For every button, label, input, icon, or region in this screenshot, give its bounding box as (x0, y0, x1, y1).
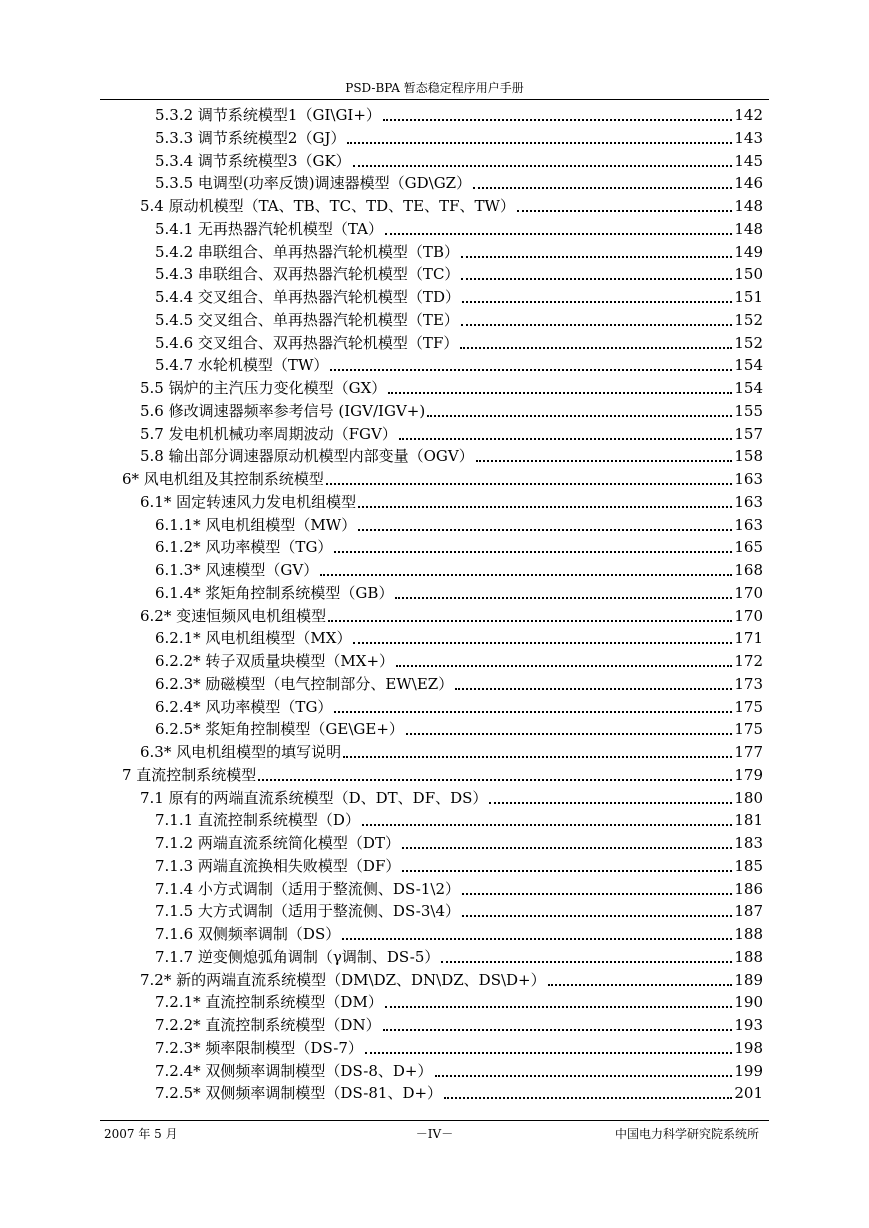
toc-entry-label: 5.7 发电机机械功率周期波动（FGV） (140, 424, 397, 443)
toc-entry[interactable] (122, 468, 763, 490)
toc-entry-page: 146 (734, 174, 763, 193)
toc-entry-page: 148 (734, 219, 763, 238)
toc-leader-dots (343, 756, 732, 758)
toc-entry-label: 5.4 原动机模型（TA、TB、TC、TD、TE、TF、TW） (140, 197, 515, 215)
toc-entry-page: 163 (734, 492, 763, 511)
toc-entry-page: 175 (734, 720, 763, 739)
toc-entry-page: 190 (734, 993, 763, 1012)
toc-entry[interactable] (155, 150, 763, 172)
toc-entry[interactable] (155, 536, 763, 558)
toc-leader-dots (476, 460, 733, 462)
toc-entry-page: 168 (734, 561, 763, 579)
toc-entry-page: 183 (734, 834, 763, 852)
toc-entry-label: 7.2.4* 双侧频率调制模型（DS-8、D+） (155, 1061, 433, 1080)
toc-entry-label: 5.4.5 交叉组合、单再热器汽轮机模型（TE） (155, 310, 459, 329)
toc-entry-label: 6.2.5* 浆矩角控制模型（GE\GE+） (155, 720, 404, 739)
toc-entry[interactable] (140, 377, 763, 399)
toc-leader-dots (402, 870, 732, 872)
toc-leader-dots (461, 324, 732, 326)
toc-entry-page: 181 (734, 811, 763, 830)
toc-entry-page: 151 (734, 288, 763, 306)
toc-entry[interactable] (155, 263, 763, 285)
toc-entry[interactable] (140, 423, 763, 445)
toc-entry-page: 189 (734, 970, 763, 989)
toc-entry-label: 5.4.1 无再热器汽轮机模型（TA） (155, 219, 383, 238)
toc-leader-dots (435, 1075, 733, 1077)
toc-entry[interactable] (155, 1037, 763, 1059)
toc-entry-page: 188 (734, 947, 763, 966)
toc-entry[interactable] (155, 923, 763, 945)
toc-entry[interactable] (155, 718, 763, 740)
toc-entry-page: 186 (734, 879, 763, 898)
toc-entry[interactable] (155, 900, 763, 922)
toc-entry[interactable] (155, 627, 763, 649)
toc-entry-label: 7.2.1* 直流控制系统模型（DM） (155, 993, 383, 1012)
toc-entry[interactable] (140, 445, 763, 467)
toc-leader-dots (388, 392, 732, 394)
toc-leader-dots (402, 847, 732, 849)
toc-entry-page: 154 (734, 356, 763, 375)
toc-entry-label: 7.2.3* 频率限制模型（DS-7） (155, 1038, 363, 1057)
toc-entry-page: 173 (734, 674, 763, 693)
toc-entry-page: 177 (734, 743, 763, 761)
toc-entry-label: 5.4.4 交叉组合、单再热器汽轮机模型（TD） (155, 288, 460, 306)
toc-entry[interactable] (155, 991, 763, 1013)
toc-leader-dots (358, 506, 732, 508)
toc-entry-page: 148 (734, 197, 763, 215)
toc-entry-page: 187 (734, 902, 763, 921)
toc-leader-dots (353, 165, 733, 167)
toc-entry-page: 172 (734, 652, 763, 670)
toc-entry-label: 6.3* 风电机组模型的填写说明 (140, 743, 342, 761)
toc-entry-page: 163 (734, 515, 763, 534)
toc-entry-page: 170 (734, 606, 763, 625)
header-divider (100, 99, 769, 100)
toc-entry-label: 7.1.1 直流控制系统模型（D） (155, 811, 360, 830)
toc-entry-label: 5.4.7 水轮机模型（TW） (155, 356, 329, 375)
toc-entry[interactable] (155, 1082, 763, 1104)
toc-entry-page: 180 (734, 788, 763, 807)
toc-entry[interactable] (155, 332, 763, 354)
toc-leader-dots (461, 278, 732, 280)
toc-leader-dots (383, 119, 732, 121)
toc-entry-label: 7.1.5 大方式调制（适用于整流侧、DS-3\4） (155, 902, 460, 921)
toc-leader-dots (444, 1097, 732, 1099)
toc-leader-dots (385, 1006, 733, 1008)
toc-entry-label: 6.1* 固定转速风力发电机组模型 (140, 492, 357, 511)
toc-entry-label: 6.2.2* 转子双质量块模型（MX+） (155, 652, 395, 670)
toc-entry[interactable] (155, 582, 763, 604)
toc-entry-page: 150 (734, 265, 763, 284)
toc-entry[interactable] (155, 354, 763, 376)
toc-entry-page: 158 (734, 447, 763, 466)
toc-entry[interactable] (155, 104, 763, 126)
toc-entry[interactable] (155, 878, 763, 900)
toc-entry-label: 6.1.2* 风功率模型（TG） (155, 538, 333, 557)
toc-entry-label: 6.2* 变速恒频风电机组模型 (140, 606, 327, 625)
toc-entry[interactable] (155, 855, 763, 877)
toc-entry-label: 6.1.1* 风电机组模型（MW） (155, 515, 357, 534)
toc-entry-page: 165 (734, 538, 763, 557)
toc-entry[interactable] (155, 218, 763, 240)
toc-entry[interactable] (140, 491, 763, 513)
toc-entry-page: 198 (734, 1038, 763, 1057)
toc-entry[interactable] (155, 946, 763, 968)
toc-entry[interactable] (140, 605, 763, 627)
toc-leader-dots (347, 142, 732, 144)
toc-entry-page: 143 (734, 128, 763, 147)
toc-entry-page: 199 (734, 1061, 763, 1080)
toc-entry-label: 7.1.6 双侧频率调制（DS） (155, 925, 341, 943)
toc-leader-dots (396, 665, 732, 667)
toc-entry-label: 7 直流控制系统模型 (122, 765, 257, 784)
toc-entry-label: 6.2.1* 风电机组模型（MX） (155, 629, 352, 648)
toc-entry[interactable] (140, 787, 763, 809)
toc-entry[interactable] (122, 764, 763, 786)
toc-entry[interactable] (155, 286, 763, 308)
toc-leader-dots (399, 438, 733, 440)
toc-entry-label: 7.2.2* 直流控制系统模型（DN） (155, 1016, 381, 1034)
toc-entry-label: 5.4.3 串联组合、双再热器汽轮机模型（TC） (155, 265, 460, 284)
toc-entry[interactable] (155, 832, 763, 854)
toc-leader-dots (334, 551, 732, 553)
toc-entry[interactable] (155, 241, 763, 263)
toc-leader-dots (473, 187, 732, 189)
toc-entry-page: 188 (734, 925, 763, 943)
toc-leader-dots (320, 574, 732, 576)
toc-entry[interactable] (155, 1014, 763, 1036)
toc-entry-page: 170 (734, 583, 763, 602)
footer-date: 2007 年 5 月 (104, 1127, 178, 1141)
toc-leader-dots (362, 824, 732, 826)
toc-entry-label: 6.2.3* 励磁模型（电气控制部分、EW\EZ） (155, 674, 454, 693)
toc-entry-label: 7.2.5* 双侧频率调制模型（DS-81、D+） (155, 1084, 443, 1103)
toc-entry[interactable] (140, 195, 763, 217)
toc-entry[interactable] (155, 514, 763, 536)
toc-entry-label: 5.3.4 调节系统模型3（GK） (155, 151, 351, 170)
toc-entry-label: 5.3.3 调节系统模型2（GJ） (155, 128, 346, 147)
toc-entry-page: 152 (734, 333, 763, 352)
toc-entry-label: 6.2.4* 风功率模型（TG） (155, 697, 333, 716)
toc-leader-dots (365, 1052, 732, 1054)
toc-entry-page: 193 (734, 1016, 763, 1034)
toc-leader-dots (489, 802, 732, 804)
toc-entry-label: 6.1.4* 浆矩角控制系统模型（GB） (155, 583, 394, 602)
toc-entry[interactable] (155, 696, 763, 718)
toc-entry-page: 152 (734, 310, 763, 329)
toc-entry-label: 7.1.7 逆变侧熄弧角调制（γ调制、DS-5） (155, 947, 440, 966)
toc-entry-label: 6.1.3* 风速模型（GV） (155, 561, 319, 579)
toc-leader-dots (517, 210, 732, 212)
toc-entry[interactable] (140, 741, 763, 763)
footer-page-number: －IV－ (415, 1127, 454, 1141)
toc-entry-label: 5.8 输出部分调速器原动机模型内部变量（OGV） (140, 447, 474, 466)
toc-entry-label: 5.3.5 电调型(功率反馈)调速器模型（GD\GZ） (155, 174, 472, 193)
toc-leader-dots (385, 233, 732, 235)
toc-entry[interactable] (155, 559, 763, 581)
toc-leader-dots (462, 893, 732, 895)
toc-entry-label: 7.1 原有的两端直流系统模型（D、DT、DF、DS） (140, 788, 488, 807)
toc-entry[interactable] (155, 1060, 763, 1082)
toc-entry-label: 6* 风电机组及其控制系统模型 (122, 470, 324, 488)
toc-leader-dots (441, 961, 732, 963)
toc-leader-dots (548, 984, 733, 986)
toc-entry-page: 155 (734, 401, 763, 420)
toc-entry[interactable] (155, 172, 763, 194)
toc-leader-dots (406, 733, 732, 735)
toc-entry-label: 5.4.6 交叉组合、双再热器汽轮机模型（TF） (155, 333, 459, 352)
toc-entry-page: 154 (734, 379, 763, 397)
toc-entry-page: 157 (734, 424, 763, 443)
running-header: PSD-BPA 暂态稳定程序用户手册 (345, 81, 524, 95)
toc-leader-dots (455, 688, 732, 690)
toc-entry-page: 142 (734, 106, 763, 124)
toc-entry[interactable] (140, 400, 763, 422)
toc-entry-label: 5.5 锅炉的主汽压力变化模型（GX） (140, 379, 387, 397)
toc-entry-page: 175 (734, 697, 763, 716)
toc-leader-dots (383, 1029, 733, 1031)
toc-entry-page: 201 (734, 1084, 763, 1103)
toc-entry-label: 7.2* 新的两端直流系统模型（DM\DZ、DN\DZ、DS\D+） (140, 970, 546, 989)
toc-entry-page: 185 (734, 856, 763, 875)
toc-leader-dots (258, 779, 732, 781)
footer-divider (100, 1120, 769, 1121)
toc-leader-dots (330, 369, 732, 371)
toc-leader-dots (342, 938, 732, 940)
toc-leader-dots (462, 301, 732, 303)
toc-leader-dots (358, 529, 732, 531)
toc-entry-label: 5.3.2 调节系统模型1（GI\GI+） (155, 106, 381, 124)
toc-leader-dots (460, 347, 732, 349)
toc-leader-dots (427, 415, 732, 417)
toc-entry-page: 149 (734, 242, 763, 261)
toc-entry-label: 7.1.2 两端直流系统简化模型（DT） (155, 834, 400, 852)
toc-leader-dots (395, 597, 732, 599)
toc-leader-dots (462, 915, 732, 917)
toc-entry[interactable] (155, 650, 763, 672)
toc-leader-dots (461, 256, 732, 258)
toc-leader-dots (353, 642, 732, 644)
toc-entry[interactable] (155, 309, 763, 331)
toc-leader-dots (328, 620, 732, 622)
toc-entry-label: 5.4.2 串联组合、单再热器汽轮机模型（TB） (155, 242, 459, 261)
toc-leader-dots (334, 711, 732, 713)
toc-entry[interactable] (155, 673, 763, 695)
toc-entry-page: 171 (734, 629, 763, 648)
toc-entry[interactable] (155, 809, 763, 831)
footer-organization: 中国电力科学研究院系统所 (614, 1127, 759, 1141)
toc-entry-page: 179 (734, 765, 763, 784)
toc-entry[interactable] (140, 969, 763, 991)
toc-entry-page: 145 (734, 151, 763, 170)
toc-entry-page: 163 (734, 470, 763, 488)
toc-entry-label: 7.1.3 两端直流换相失败模型（DF） (155, 856, 401, 875)
toc-leader-dots (326, 483, 733, 485)
toc-entry-label: 7.1.4 小方式调制（适用于整流侧、DS-1\2） (155, 879, 460, 898)
toc-entry-label: 5.6 修改调速器频率参考信号 (IGV/IGV+) (140, 401, 426, 420)
toc-entry[interactable] (155, 127, 763, 149)
